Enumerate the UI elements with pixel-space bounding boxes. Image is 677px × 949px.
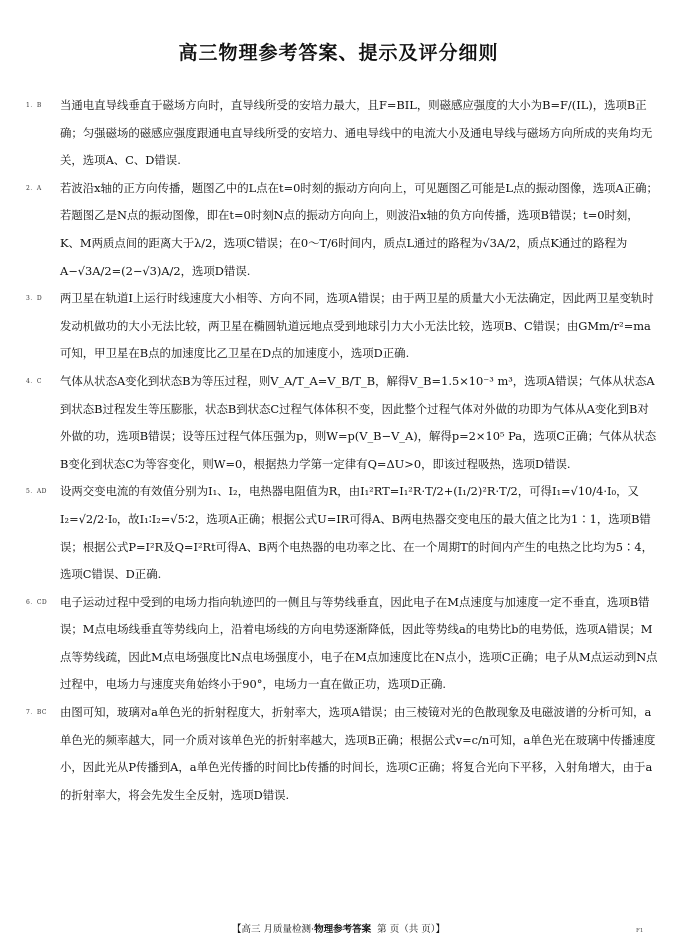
answer-item-6	[26, 589, 658, 699]
footer-bracket-close: 】	[435, 924, 446, 935]
footer-grade: 高三	[241, 924, 261, 935]
answer-text: 气体从状态A变化到状态B为等压过程，则V_A/T_A=V_B/T_B，解得V_B=1.5×10⁻³ m³，选项A错误；气体从状态A到状态B过程发生等压膨胀，状态B到状态C过程气体体积不变，因此整个过程气体对外做的功即为气体从A变化到B对外做的功，选项B错误；设等压过程气体压强为p，则W=p(V_B−V_A)，解得p=2×10⁵ Pa，选项C正确；气体从状态B变化到状态C为等容变化，则W=0，根据热力学第一定律有Q=ΔU>0，即该过程吸热，选项D错误.	[60, 373, 657, 471]
answer-number: 3．D	[26, 295, 43, 303]
answer-number: 5．AD	[26, 488, 47, 496]
footer-separator: ·	[311, 924, 315, 935]
answer-item-7	[26, 699, 658, 809]
answer-number: 2．A	[26, 184, 42, 192]
footer-month: 月质量检测	[263, 924, 312, 935]
answer-item-4	[26, 368, 658, 478]
answer-text: 当通电直导线垂直于磁场方向时，直导线所受的安培力最大，且F=BIL，则磁感应强度的大小为B=F/(IL)，选项B正确；匀强磁场的磁感应强度跟通电直导线所受的安培力、通电导线中的电流大小及通电导线与磁场方向所成的夹角均无关，选项A、C、D错误.	[60, 98, 653, 168]
answer-item-5	[26, 478, 658, 588]
answer-text: 两卫星在轨道Ⅰ上运行时线速度大小相等、方向不同，选项A错误；由于两卫星的质量大小无法确定，因此两卫星变轨时发动机做功的大小无法比较，两卫星在椭圆轨道远地点受到地球引力大小无法比较，选项B、C错误；由GMm/r²=ma可知，甲卫星在B点的加速度比乙卫星在D点的加速度小，选项D正确.	[60, 291, 654, 361]
answer-text: 若波沿x轴的正方向传播，题图乙中的L点在t=0时刻的振动方向向上，可见题图乙可能是L点的振动图像，选项A正确；若题图乙是N点的振动图像，即在t=0时刻N点的振动方向向上，则波沿x轴的负方向传播，选项B错误；t=0时刻，K、M两质点间的距离大于λ/2，选项C错误；在0～T/6时间内，质点L通过的路程为√3A/2，质点K通过的路程为A−√3A/2=(2−√3)A/2，选项D错误.	[60, 180, 658, 278]
answer-text: 电子运动过程中受到的电场力指向轨迹凹的一侧且与等势线垂直，因此电子在M点速度与加速度一定不垂直，选项B错误；M点电场线垂直等势线向上，沿着电场线的方向电势逐渐降低，因此等势线a的电势比b的电势低，选项A错误；M点等势线疏，因此M点电场强度比N点电场强度小，电子在M点加速度比在N点小，选项C正确；电子从M点运动到N点过程中，电场力与速度夹角始终小于90°，电场力一直在做正功，选项D正确.	[60, 594, 658, 692]
answer-text: 设两交变电流的有效值分别为I₁、I₂，电热器电阻值为R，由I₁²RT=I₁²R·T/2+(I₁/2)²R·T/2，可得I₁=√10/4·I₀，又I₂=√2/2·I₀，故I₁∶I₂=√5∶2，选项A正确；根据公式U=IR可得A、B两电热器交变电压的最大值之比为1∶1，选项B错误；根据公式P=I²R及Q=I²Rt可得A、B两个电热器的电功率之比、在一个周期T的时间内产生的电热之比均为5∶4，选项C错误、D正确.	[60, 484, 654, 582]
answer-number: 1．B	[26, 102, 42, 109]
corner-mark: F1	[636, 928, 644, 934]
page-title: 高三物理参考答案、提示及评分细则	[178, 42, 499, 64]
footer-subject: 物理参考答案	[314, 924, 372, 935]
footer-page-end: 页）	[421, 924, 436, 935]
answer-item-3	[26, 285, 658, 368]
answer-text: 由图可知，玻璃对a单色光的折射程度大，折射率大，选项A错误；由三棱镜对光的色散现象及电磁波谱的分析可知，a单色光的频率越大，同一介质对该单色光的折射率越大，选项B正确；根据公式v=c/n可知，a单色光在玻璃中传播速度小，因此光从P传播到A，a单色光传播的时间比b传播的时间长，选项C正确；将复合光向下平移，入射角增大，由于a的折射率大，将会先发生全反射，选项D错误.	[60, 705, 656, 802]
footer-page: 第	[377, 924, 387, 935]
answer-list	[26, 92, 658, 809]
footer-bracket-open: 【	[231, 924, 242, 935]
answer-item-1	[26, 92, 658, 175]
footer-page-mid: 页（共	[389, 924, 419, 935]
answer-number: 4．C	[26, 377, 42, 385]
answer-number: 7．BC	[26, 709, 47, 717]
answer-item-2	[26, 175, 658, 285]
page-footer	[0, 921, 677, 935]
answer-number: 6．CD	[26, 598, 48, 606]
